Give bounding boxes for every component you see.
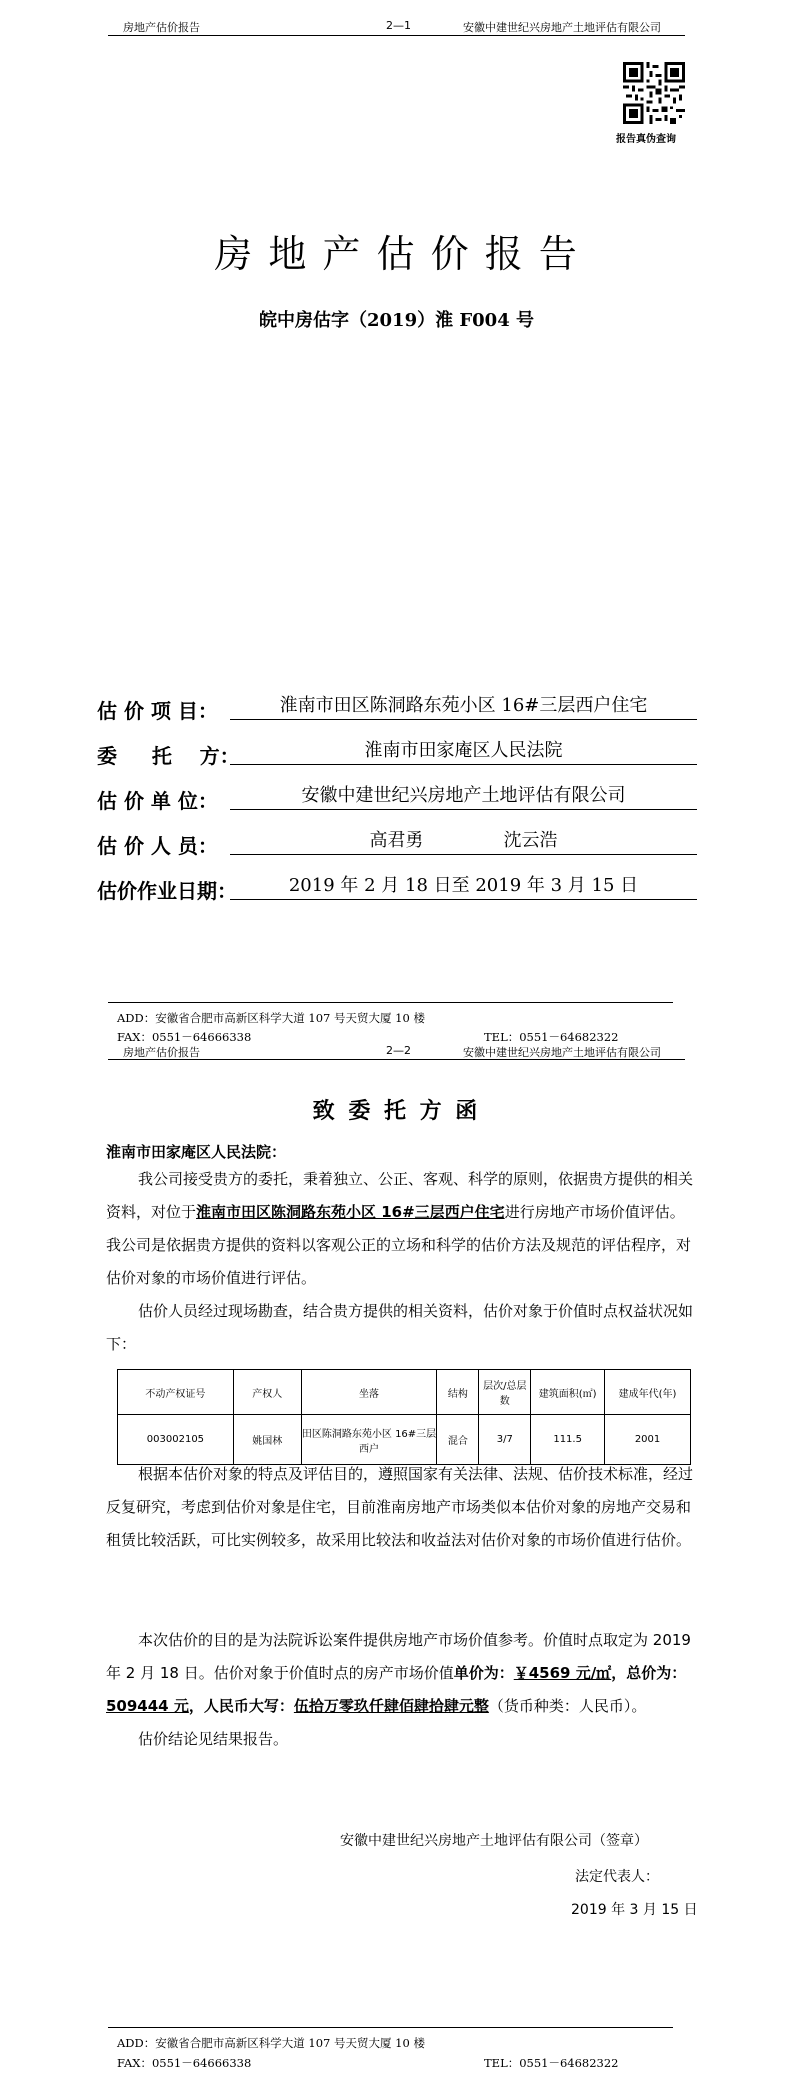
property-table [117,1369,691,1465]
footer-rule [108,1002,673,1003]
table-header-cert-no: 不动产权证号 [118,1370,234,1415]
table-cell-cert-no: 003002105 [118,1415,234,1465]
paragraph-survey: 估价人员经过现场勘查，结合贵方提供的相关资料，估价对象于价值时点权益状况如下： [106,1302,694,1353]
total-price-chinese: 伍拾万零玖仟肆佰肆拾肆元整 [293,1697,489,1715]
info-label-date: 估价作业日期： [97,879,237,903]
header-page-number: 2—1 [386,19,411,32]
table-cell-year: 2001 [605,1415,691,1465]
info-value-client: 淮南市田家庵区人民法院 [230,738,697,765]
footer-address: ADD：安徽省合肥市高新区科学大道 107 号天贸大厦 10 楼 [117,1011,425,1025]
footer-tel: TEL：0551－64682322 [484,2056,619,2070]
table-header-row [118,1370,691,1415]
table-cell-location: 田区陈洞路东苑小区 16#三层西户 [301,1415,437,1465]
header-company: 安徽中建世纪兴房地产土地评估有限公司 [463,21,661,34]
table-cell-floor: 3/7 [479,1415,531,1465]
footer-tel: TEL：0551－64682322 [484,1030,619,1044]
footer-fax: FAX：0551－64666338 [117,2056,252,2070]
unit-price: ￥4569 元/㎡ [513,1664,612,1682]
paragraph-conclusion: 本次估价的目的是为法院诉讼案件提供房地产市场价值参考。价值时点取定为 2019 年 2 月 18 日。估价对象于价值时点的房产市场价值单价为：￥4569 元/㎡，总价为：509444 元，人民币大写：伍拾万零玖仟肆佰肆拾肆元整（货币种类：人民币）。 [106,1631,691,1715]
paragraph-commission: 我公司接受贵方的委托，秉着独立、公正、客观、科学的原则，依据贵方提供的相关资料，对位于淮南市田区陈洞路东苑小区 16#三层西户住宅进行房地产市场价值评估。我公司是依据贵方提供的资料以客观公正的立场和科学的估价方法及规范的评估程序，对估价对象的市场价值进行评估。 [106,1170,694,1287]
header-rule [108,35,685,36]
info-label-appraisers: 估 价 人 员： [97,834,218,858]
paragraph-see-report: 估价结论见结果报告。 [138,1730,289,1748]
table-header-floor: 层次/总层数 [479,1370,531,1415]
header-company: 安徽中建世纪兴房地产土地评估有限公司 [463,1046,661,1059]
property-location: 淮南市田区陈洞路东苑小区 16#三层西户住宅 [196,1203,505,1221]
report-title: 房 地 产 估 价 报 告 [214,232,579,276]
table-row [118,1415,691,1465]
info-value-date: 2019 年 2 月 18 日至 2019 年 3 月 15 日 [230,873,697,900]
total-price: 509444 元 [106,1697,189,1715]
signature-date: 2019 年 3 月 15 日 [571,1902,698,1918]
info-value-appraisers: 高君勇 沈云浩 [230,828,697,855]
letter-title: 致 委 托 方 函 [312,1098,481,1124]
report-number: 皖中房估字（2019）淮 F004 号 [259,310,534,331]
qr-caption: 报告真伪查询 [616,134,676,145]
header-page-number: 2—2 [386,1044,411,1057]
header-left-title: 房地产估价报告 [123,21,200,34]
info-label-project: 估 价 项 目： [97,699,218,723]
table-header-location: 坐落 [301,1370,437,1415]
info-value-appraiser-unit: 安徽中建世纪兴房地产土地评估有限公司 [230,783,697,810]
letter-addressee: 淮南市田家庵区人民法院： [106,1143,287,1161]
footer-rule [108,2027,673,2028]
table-cell-area: 111.5 [531,1415,605,1465]
header-left-title: 房地产估价报告 [123,1046,200,1059]
signature-representative: 法定代表人： [575,1869,659,1885]
signature-company: 安徽中建世纪兴房地产土地评估有限公司（签章） [340,1833,648,1849]
info-label-client: 委 托 方： [97,744,240,768]
footer-address: ADD：安徽省合肥市高新区科学大道 107 号天贸大厦 10 楼 [117,2036,425,2050]
qr-code-icon[interactable] [623,62,685,124]
table-header-structure: 结构 [437,1370,479,1415]
table-header-owner: 产权人 [233,1370,301,1415]
table-header-year: 建成年代(年) [605,1370,691,1415]
footer-fax: FAX：0551－64666338 [117,1030,252,1044]
table-header-area: 建筑面积(㎡) [531,1370,605,1415]
info-value-project: 淮南市田区陈洞路东苑小区 16#三层西户住宅 [230,693,697,720]
paragraph-method: 根据本估价对象的特点及评估目的，遵照国家有关法律、法规、估价技术标准，经过反复研究，考虑到估价对象是住宅，目前淮南房地产市场类似本估价对象的房地产交易和租赁比较活跃，可比实例较多，故采用比较法和收益法对估价对象的市场价值进行估价。 [106,1465,694,1549]
table-cell-owner: 姚国林 [233,1415,301,1465]
table-cell-structure: 混合 [437,1415,479,1465]
info-label-appraiser-unit: 估 价 单 位： [97,789,218,813]
header-rule [108,1059,685,1060]
